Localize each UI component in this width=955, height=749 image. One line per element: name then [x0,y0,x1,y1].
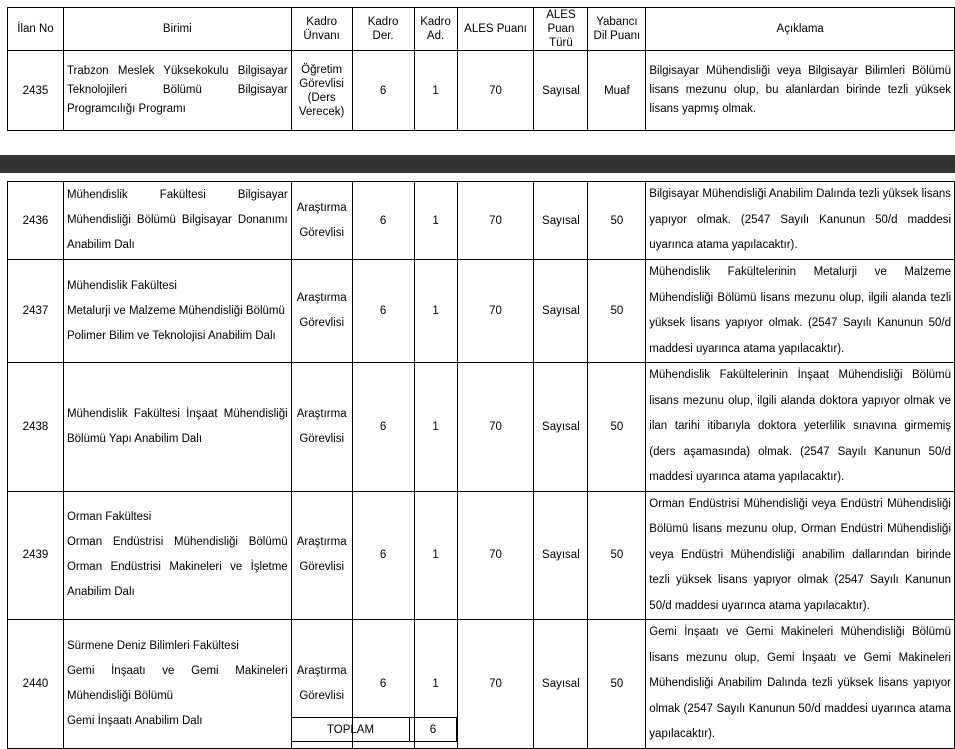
rows-body [8,182,955,749]
cell-der: 6 [352,620,414,749]
col-ales-puani: ALES Puanı [457,8,534,51]
cell-der: 6 [352,491,414,620]
cell-ilan-no: 2439 [8,491,64,620]
cell-unvan [291,182,352,260]
cell-ilan-no: 2435 [8,51,64,131]
cell-dil: 50 [588,182,646,260]
header-table [7,7,955,131]
cell-aciklama: Bilgisayar Mühendisliği veya Bilgisayar Bilimleri Bölümü lisans mezunu olup, bu alanlardan birinde tezli yüksek lisans yapmış olmak. [646,51,955,131]
birimi-line: Mühendislik Fakültesi [66,279,177,292]
cell-puan-turu: Sayısal [534,620,588,749]
page-break-band [0,155,955,173]
unvan-line: Görevlisi [299,77,344,90]
unvan-line: Araştırma [296,201,347,214]
cell-ales: 70 [457,182,534,260]
cell-birimi [63,260,291,363]
positions-table [7,181,955,749]
cell-aciklama: Bilgisayar Mühendisliği Anabilim Dalında tezli yüksek lisans yapıyor olmak. (2547 Sayılı Kanunun 50/d maddesi uyarınca atama yapılacaktır). [646,182,955,260]
cell-ad: 1 [414,260,457,363]
cell-dil: 50 [588,363,646,492]
cell-birimi [63,620,291,749]
cell-puan-turu: Sayısal [534,182,588,260]
cell-dil: 50 [588,260,646,363]
cell-dil: 50 [588,620,646,749]
header-line: Puan Türü [547,23,575,49]
table-row [8,491,955,620]
unvan-line: Görevlisi [299,226,345,239]
col-kadro-unvani [291,8,352,51]
header-line: Der. [372,30,394,42]
unvan-line: Araştırma [296,292,347,304]
birimi-line: Gemi İnşaatı Anabilim Dalı [66,714,203,727]
cell-ales: 70 [457,620,534,749]
col-ales-puan-turu [534,8,588,51]
birimi-line: Orman Fakültesi [66,511,152,524]
cell-puan-turu: Sayısal [534,260,588,363]
cell-unvan [291,51,352,131]
cell-der: 6 [352,260,414,363]
header-line: Kadro [420,16,451,28]
cell-dil: Muaf [588,51,646,131]
col-ilan-no: İlan No [8,8,64,51]
header-line: Ünvanı [303,30,340,42]
header-line: Kadro [306,16,337,28]
cell-birimi [63,182,291,260]
header-line: Yabancı [596,16,638,28]
unvan-line: Araştırma [296,664,347,677]
birimi-line: Mühendislik Fakültesi Bilgisayar Mühendisliği Bölümü Bilgisayar Donanımı Anabilim Dalı [66,189,288,251]
cell-der: 6 [352,51,414,131]
cell-puan-turu: Sayısal [534,51,588,131]
cell-der: 6 [352,363,414,492]
header-line: Ad. [426,30,445,42]
birimi-line: Mühendislik Fakültesi İnşaat Mühendisliği Bölümü Yapı Anabilim Dalı [66,407,288,445]
cell-ad: 1 [414,491,457,620]
birimi-line: Orman Endüstrisi Mühendisliği Bölümü Orman Endüstrisi Makineleri ve İşletme Anabilim Dalı [66,536,288,599]
cell-unvan [291,491,352,620]
cell-unvan [291,260,352,363]
cell-birimi: Trabzon Meslek Yüksekokulu Bilgisayar Teknolojileri Bölümü Bilgisayar Programcılığı Programı [63,51,291,131]
cell-ales: 70 [457,260,534,363]
total-row [292,718,457,742]
cell-ad: 1 [414,363,457,492]
unvan-line: Görevlisi [299,317,345,329]
col-kadro-der [352,8,414,51]
col-aciklama: Açıklama [646,8,955,51]
unvan-line: Araştırma [296,407,347,420]
cell-ilan-no: 2438 [8,363,64,492]
table-row [8,620,955,749]
cell-dil: 50 [588,491,646,620]
birimi-line: Sürmene Deniz Bilimleri Fakültesi [66,639,239,652]
header-line: ALES [546,9,576,21]
cell-ad: 1 [414,182,457,260]
cell-puan-turu: Sayısal [534,491,588,620]
col-yabanci-dil [588,8,646,51]
total-label: TOPLAM [292,718,410,742]
cell-ales: 70 [457,491,534,620]
unvan-line: Öğretim [301,63,343,76]
cell-aciklama: Gemi İnşaatı ve Gemi Makineleri Mühendisliği Bölümü lisans mezunu olup, Gemi İnşaatı ve Gemi Makineleri Mühendisliği Anabilim Dalında tezli yüksek lisans yapıyor olmak (2547 Sayılı Kanunun 50/d maddesi uyarınca atama yapılacaktır). [646,620,955,749]
col-kadro-ad [414,8,457,51]
table-row [8,182,955,260]
cell-puan-turu: Sayısal [534,363,588,492]
table-row [8,260,955,363]
cell-aciklama: Mühendislik Fakültelerinin İnşaat Mühendisliği Bölümü lisans mezunu olup, ilgili alanda doktora yapıyor olmak ve ilan tarihi itibarıyla doktora yeterlilik sınavına girmemiş (ders aşamasında) olmak. (2547 Sayılı Kanunun 50/d maddesi uyarınca atama yapılacaktır). [646,363,955,492]
cell-ilan-no: 2436 [8,182,64,260]
header-line: Kadro [367,16,399,28]
cell-ilan-no: 2437 [8,260,64,363]
col-birimi: Birimi [63,8,291,51]
cell-birimi [63,363,291,492]
cell-der: 6 [352,182,414,260]
cell-ales: 70 [457,363,534,492]
unvan-line: Görevlisi [299,561,345,574]
cell-ilan-no: 2440 [8,620,64,749]
unvan-line: (Ders [307,91,336,104]
unvan-line: Görevlisi [299,689,345,702]
header-row [8,8,955,51]
cell-birimi [63,491,291,620]
cell-aciklama: Orman Endüstrisi Mühendisliği veya Endüstri Mühendisliği Bölümü lisans mezunu olup, Orman Endüstri Mühendisliği veya Endüstri Mühendisliği anabilim dallarından birinde tezli yüksek lisans yapıyor olmak (2547 Sayılı Kanunun 50/d maddesi uyarınca atama yapılacaktır). [646,491,955,620]
header-line: Dil Puanı [593,30,641,42]
unvan-line: Verecek) [298,105,345,118]
cell-ales: 70 [457,51,534,131]
cell-ad: 1 [414,620,457,749]
unvan-line: Görevlisi [299,432,345,445]
cell-aciklama: Mühendislik Fakültelerinin Metalurji ve Malzeme Mühendisliği Bölümü lisans mezunu olup, ilgili alanda tezli yüksek lisans yapıyor olmak. (2547 Sayılı Kanunun 50/d maddesi uyarınca atama yapılacaktır). [646,260,955,363]
total-value: 6 [410,718,457,742]
table-row [8,51,955,131]
total-table [291,717,457,742]
cell-ad: 1 [414,51,457,131]
birimi-line: Polimer Bilim ve Teknolojisi Anabilim Dalı [66,329,276,342]
table-row [8,363,955,492]
birimi-line: Gemi İnşaatı ve Gemi Makineleri Mühendisliği Bölümü [66,664,288,702]
birimi-line: Metalurji ve Malzeme Mühendisliği Bölümü [66,304,285,317]
cell-unvan [291,363,352,492]
unvan-line: Araştırma [296,536,347,549]
